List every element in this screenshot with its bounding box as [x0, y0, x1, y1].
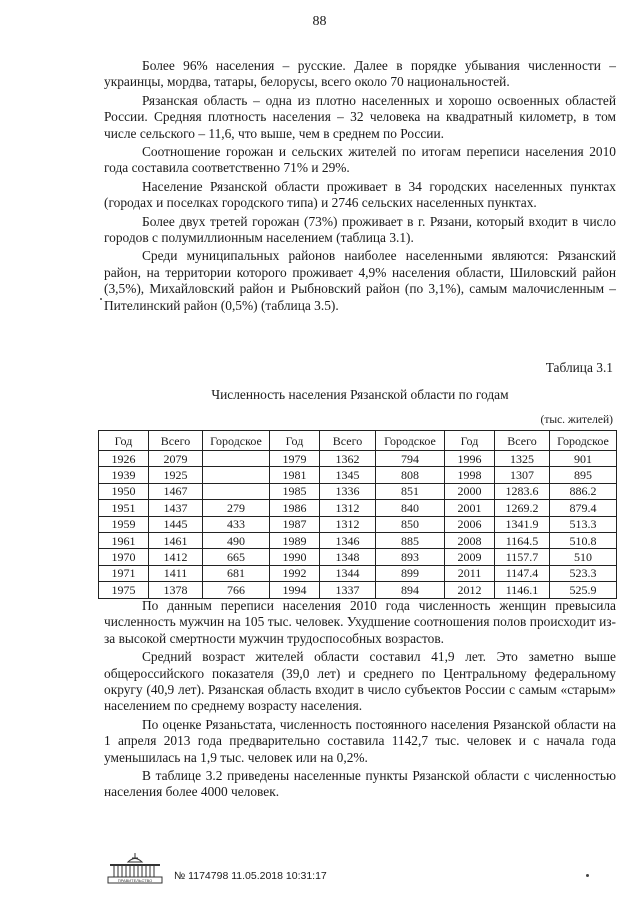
registration-stamp: № 1174798 11.05.2018 10:31:17 — [174, 870, 327, 882]
column-header: Год — [270, 431, 320, 451]
document-footer — [104, 852, 404, 882]
table-cell: 523.3 — [550, 565, 617, 581]
table-cell: 1312 — [320, 500, 376, 516]
table-cell: 1337 — [320, 582, 376, 598]
table-row — [99, 565, 617, 581]
table-cell: 1348 — [320, 549, 376, 565]
table-cell: 2006 — [445, 516, 495, 532]
table-cell: 1989 — [270, 532, 320, 548]
table-cell: 1959 — [99, 516, 149, 532]
table-cell: 1325 — [495, 451, 550, 467]
table-cell: 1975 — [99, 582, 149, 598]
table-cell: 2079 — [149, 451, 203, 467]
table-cell: 1939 — [99, 467, 149, 483]
table-row — [99, 483, 617, 499]
table-cell: 1992 — [270, 565, 320, 581]
scan-speck — [586, 874, 589, 877]
table-cell: 1269.2 — [495, 500, 550, 516]
table-cell: 2001 — [445, 500, 495, 516]
paragraph: Среди муниципальных районов наиболее населенными являются: Рязанский район, на территории которого проживает 4,9% населения области, Шиловский район (3,5%), Михайловский район и Рыбновский район (по 3,1%), самым малочисленным – Пителинский район (0,5%) (таблица 3.5). — [104, 248, 616, 313]
column-header: Городское — [203, 431, 270, 451]
table-row — [99, 532, 617, 548]
table-cell: 279 — [203, 500, 270, 516]
table-cell: 1985 — [270, 483, 320, 499]
table-cell: 1341.9 — [495, 516, 550, 532]
table-cell: 1998 — [445, 467, 495, 483]
table-cell: 1979 — [270, 451, 320, 467]
table-cell: 794 — [376, 451, 445, 467]
table-cell: 894 — [376, 582, 445, 598]
table-cell: 1346 — [320, 532, 376, 548]
table-cell: 1970 — [99, 549, 149, 565]
table-row — [99, 500, 617, 516]
table-cell: 886.2 — [550, 483, 617, 499]
table-row — [99, 516, 617, 532]
table-cell: 1990 — [270, 549, 320, 565]
table-cell: 1445 — [149, 516, 203, 532]
table-cell: 1925 — [149, 467, 203, 483]
table-row — [99, 451, 617, 467]
table-cell: 2012 — [445, 582, 495, 598]
paragraph: Соотношение горожан и сельских жителей по итогам переписи населения 2010 года составила соответственно 71% и 29%. — [104, 144, 616, 176]
table-cell: 1164.5 — [495, 532, 550, 548]
table-cell: 433 — [203, 516, 270, 532]
column-header: Всего — [495, 431, 550, 451]
table-caption: Таблица 3.1 — [545, 360, 613, 375]
table-cell: 1950 — [99, 483, 149, 499]
table-row — [99, 549, 617, 565]
table-cell: 840 — [376, 500, 445, 516]
page-number: 88 — [312, 14, 327, 29]
svg-text:ПРАВИТЕЛЬСТВО: ПРАВИТЕЛЬСТВО — [117, 878, 153, 883]
table-cell: 1961 — [99, 532, 149, 548]
table-cell: 808 — [376, 467, 445, 483]
table-cell: 893 — [376, 549, 445, 565]
table-cell: 2009 — [445, 549, 495, 565]
paragraph: По данным переписи населения 2010 года численность женщин превысила численность мужчин на 105 тыс. человек. Ухудшение соотношения полов происходит из-за высокой смертности мужчин трудоспособных возрастов. — [104, 598, 616, 646]
table-cell — [203, 451, 270, 467]
column-header: Всего — [149, 431, 203, 451]
table-row — [99, 467, 617, 483]
table-cell: 510 — [550, 549, 617, 565]
table-cell: 1981 — [270, 467, 320, 483]
table-cell: 1412 — [149, 549, 203, 565]
column-header: Всего — [320, 431, 376, 451]
table-cell: 1996 — [445, 451, 495, 467]
column-header: Городское — [550, 431, 617, 451]
table-cell: 665 — [203, 549, 270, 565]
table-cell: 1437 — [149, 500, 203, 516]
paragraph: Население Рязанской области проживает в 34 городских населенных пунктах (городах и поселках городского типа) и 2746 сельских населенных пунктах. — [104, 178, 616, 211]
table-cell: 1362 — [320, 451, 376, 467]
table-cell: 1994 — [270, 582, 320, 598]
table-row — [99, 582, 617, 598]
table-cell: 1378 — [149, 582, 203, 598]
table-cell: 1461 — [149, 532, 203, 548]
intro-text — [104, 58, 616, 316]
table-body — [99, 451, 617, 599]
table-cell: 879.4 — [550, 500, 617, 516]
table-cell: 901 — [550, 451, 617, 467]
paragraph: Более 96% населения – русские. Далее в порядке убывания численности – украинцы, мордва, татары, белорусы, всего около 70 национальностей. — [104, 58, 616, 90]
table-cell: 1345 — [320, 467, 376, 483]
table-cell: 1971 — [99, 565, 149, 581]
table-cell: 1411 — [149, 565, 203, 581]
table-cell: 1467 — [149, 483, 203, 499]
table-cell: 851 — [376, 483, 445, 499]
paragraph: По оценке Рязаньстата, численность постоянного населения Рязанской области на 1 апреля 2013 года предварительно составила 1142,7 тыс. человек и с начала года уменьшилась на 1,9 тыс. человек или на 0,2%. — [104, 716, 616, 765]
table-cell: 2000 — [445, 483, 495, 499]
table-cell: 1986 — [270, 500, 320, 516]
table-cell: 513.3 — [550, 516, 617, 532]
table-cell: 681 — [203, 565, 270, 581]
analysis-text — [104, 598, 616, 803]
table-cell: 766 — [203, 582, 270, 598]
paragraph: Более двух третей горожан (73%) проживает в г. Рязани, который входит в число городов с полумиллионным населением (таблица 3.1). — [104, 213, 616, 246]
table-cell: 1147.4 — [495, 565, 550, 581]
table-cell: 1344 — [320, 565, 376, 581]
table-cell: 899 — [376, 565, 445, 581]
table-cell: 1336 — [320, 483, 376, 499]
scan-speck — [100, 298, 102, 300]
table-cell — [203, 483, 270, 499]
population-table — [98, 430, 617, 599]
table-cell: 885 — [376, 532, 445, 548]
table-cell: 1312 — [320, 516, 376, 532]
table-header-row — [99, 431, 617, 451]
table-cell: 895 — [550, 467, 617, 483]
table-cell: 2008 — [445, 532, 495, 548]
paragraph: Рязанская область – одна из плотно населенных и хорошо освоенных областей России. Средняя плотность населения – 32 человека на квадратный километр, в том числе сельского – 11,6, что выше, чем в среднем по России. — [104, 92, 616, 141]
table-cell: 1307 — [495, 467, 550, 483]
table-cell: 490 — [203, 532, 270, 548]
table-title: Численность населения Рязанской области по годам — [211, 387, 509, 402]
column-header: Год — [99, 431, 149, 451]
table-cell: 510.8 — [550, 532, 617, 548]
table-cell: 2011 — [445, 565, 495, 581]
table-cell — [203, 467, 270, 483]
table-cell: 1926 — [99, 451, 149, 467]
table-cell: 525.9 — [550, 582, 617, 598]
table-cell: 1157.7 — [495, 549, 550, 565]
table-cell: 1283.6 — [495, 483, 550, 499]
table-cell: 1146.1 — [495, 582, 550, 598]
column-header: Городское — [376, 431, 445, 451]
table-cell: 1951 — [99, 500, 149, 516]
government-building-logo — [104, 852, 166, 886]
table-cell: 850 — [376, 516, 445, 532]
paragraph: В таблице 3.2 приведены населенные пункты Рязанской области с численностью населения более 4000 человек. — [104, 768, 616, 800]
paragraph: Средний возраст жителей области составил 41,9 лет. Это заметно выше общероссийского показателя (39,0 лет) и среднего по Центральному федеральному округу (40,9 лет). Рязанская область входит в число субъектов России с самым «старым» населением по среднему возрасту населения. — [104, 649, 616, 714]
column-header: Год — [445, 431, 495, 451]
table-unit: (тыс. жителей) — [540, 414, 613, 426]
table-cell: 1987 — [270, 516, 320, 532]
